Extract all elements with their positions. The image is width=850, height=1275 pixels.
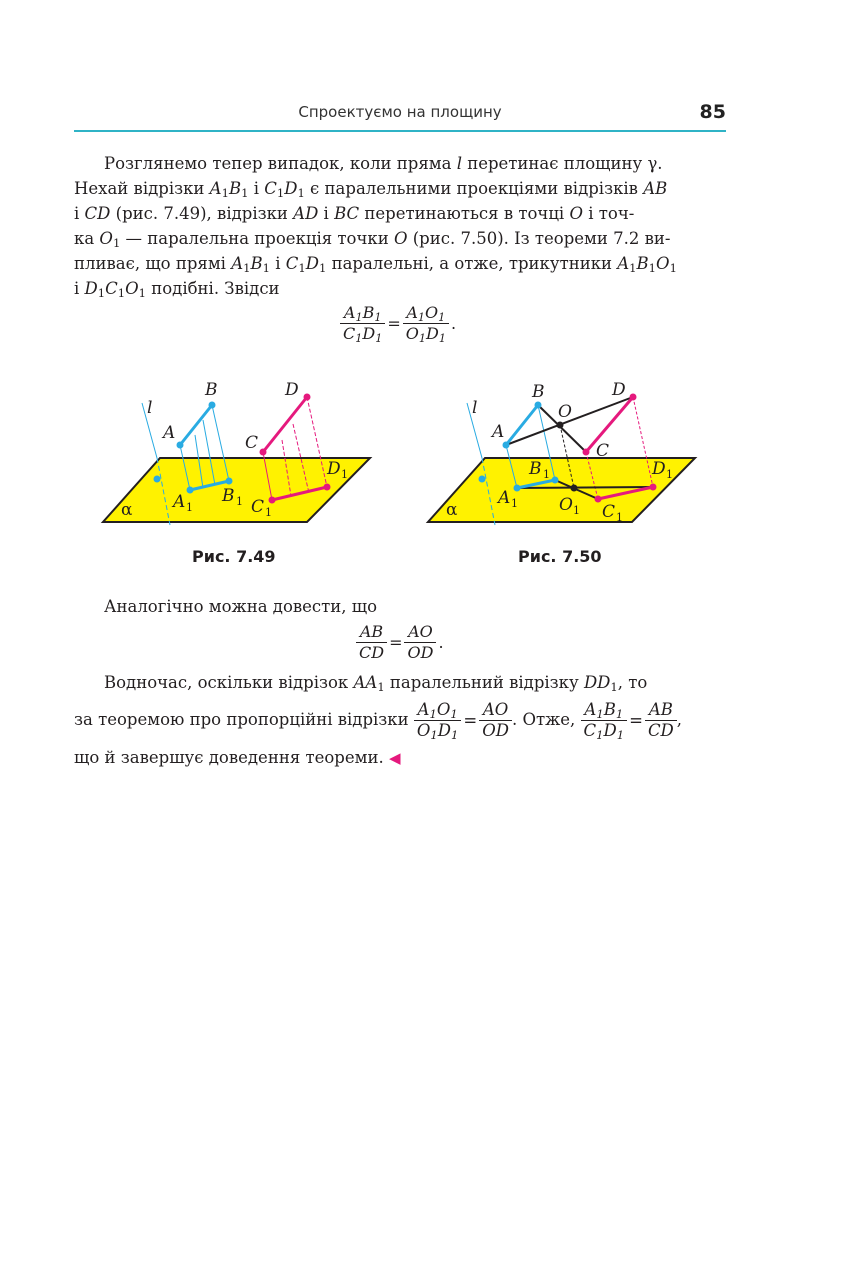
paragraph-2: Аналогічно можна довести, що	[104, 597, 378, 616]
svg-text:D: D	[327, 459, 341, 479]
figure-7-50	[420, 375, 710, 535]
fraction-ao-od-b: $\frac{AO}{OD}$	[479, 700, 512, 741]
svg-text:l: l	[147, 398, 153, 418]
svg-text:D: D	[652, 459, 666, 479]
svg-text:C: C	[596, 441, 610, 461]
svg-text:1: 1	[616, 511, 623, 524]
fraction-ab-cd: $\frac{AB}{CD}$	[356, 622, 387, 663]
p1-line-4: ка $O_1$ — паралельна проекція точки O (рис. 7.50). Із теореми 7.2 ви-	[74, 229, 671, 250]
svg-text:C: C	[251, 497, 265, 517]
fraction-a1b1-c1d1-b: $\frac{A_1B_1}{C_1D_1}$	[581, 700, 628, 741]
p1-line-2: Нехай відрізки $A_1B_1$ і $C_1D_1$ є паралельними проекціями відрізків AB	[74, 179, 668, 200]
p1-line-3: і CD (рис. 7.49), відрізки AD і BC перетинаються в точці O і точ-	[74, 204, 635, 223]
svg-text:A: A	[492, 422, 505, 442]
svg-text:α: α	[121, 500, 133, 520]
svg-text:A: A	[173, 492, 186, 512]
page-header	[74, 100, 726, 132]
svg-text:1: 1	[573, 504, 580, 517]
caption-fig-7-50: Рис. 7.50	[518, 547, 602, 566]
svg-text:1: 1	[186, 501, 193, 514]
paragraph-3	[74, 670, 726, 771]
caption-fig-7-49: Рис. 7.49	[192, 547, 276, 566]
paragraph-1	[74, 151, 726, 301]
fraction-a1o1-o1d1-b: $\frac{A_1O_1}{O_1D_1}$	[414, 700, 461, 741]
p1-line-1: Розглянемо тепер випадок, коли пряма l перетинає площину γ.	[104, 154, 663, 173]
segment-a1d1	[517, 487, 653, 488]
fraction-a1b1-c1d1: $\frac{A_1B_1}{C_1D_1}$	[340, 303, 385, 344]
svg-text:B: B	[532, 382, 545, 402]
svg-text:D: D	[612, 380, 626, 400]
svg-text:1: 1	[543, 468, 550, 481]
p1-line-5: пливає, що прямі $A_1B_1$ і $C_1D_1$ паралельні, а отже, трикутники $A_1B_1O_1$	[74, 254, 677, 275]
figure-7-49	[95, 375, 385, 535]
svg-text:1: 1	[511, 497, 518, 510]
svg-text:B: B	[222, 486, 235, 506]
equation-2: $\frac{AB}{CD}$ = $\frac{AO}{OD}$ .	[356, 622, 446, 663]
svg-text:C: C	[245, 433, 259, 453]
p3-line-1: Водночас, оскільки відрізок $AA_1$ паралельний відрізку $DD_1$, то	[104, 673, 648, 694]
segment-cd	[263, 397, 307, 452]
running-title: Спроектуємо на площину	[298, 103, 502, 121]
p1-line-6: і $D_1C_1O_1$ подібні. Звідси	[74, 279, 280, 300]
equation-1: $\frac{A_1B_1}{C_1D_1}$ = $\frac{A_1O_1}{O_1D_1}$ .	[340, 303, 458, 344]
svg-text:α: α	[446, 500, 458, 520]
p3-line-3: що й завершує доведення теореми. ◀	[74, 748, 401, 767]
svg-text:A: A	[163, 423, 176, 443]
svg-text:B: B	[205, 380, 218, 400]
svg-text:O: O	[559, 495, 573, 515]
fraction-ab-cd-b: $\frac{AB}{CD}$	[645, 700, 677, 741]
fraction-a1o1-o1d1: $\frac{A_1O_1}{O_1D_1}$	[403, 303, 449, 344]
fraction-ao-od: $\frac{AO}{OD}$	[404, 622, 436, 663]
svg-text:1: 1	[666, 468, 673, 481]
svg-text:D: D	[285, 380, 299, 400]
svg-text:1: 1	[265, 506, 272, 519]
svg-text:O: O	[558, 402, 572, 422]
end-of-proof-icon: ◀	[388, 749, 401, 767]
svg-text:l: l	[472, 398, 478, 418]
svg-text:C: C	[602, 502, 616, 522]
svg-text:A: A	[498, 488, 511, 508]
page-number: 85	[699, 101, 726, 123]
p3-line-2: за теоремою про пропорційні відрізки $\frac{A_1O_1}{O_1D_1}$ = $\frac{AO}{OD}$ . Отже, $\frac{A_1B_1}{C_1D_1}$ = $\frac{AB}{CD}$ ,	[74, 700, 683, 742]
svg-text:B: B	[529, 459, 542, 479]
svg-text:1: 1	[236, 495, 243, 508]
svg-text:1: 1	[341, 468, 348, 481]
